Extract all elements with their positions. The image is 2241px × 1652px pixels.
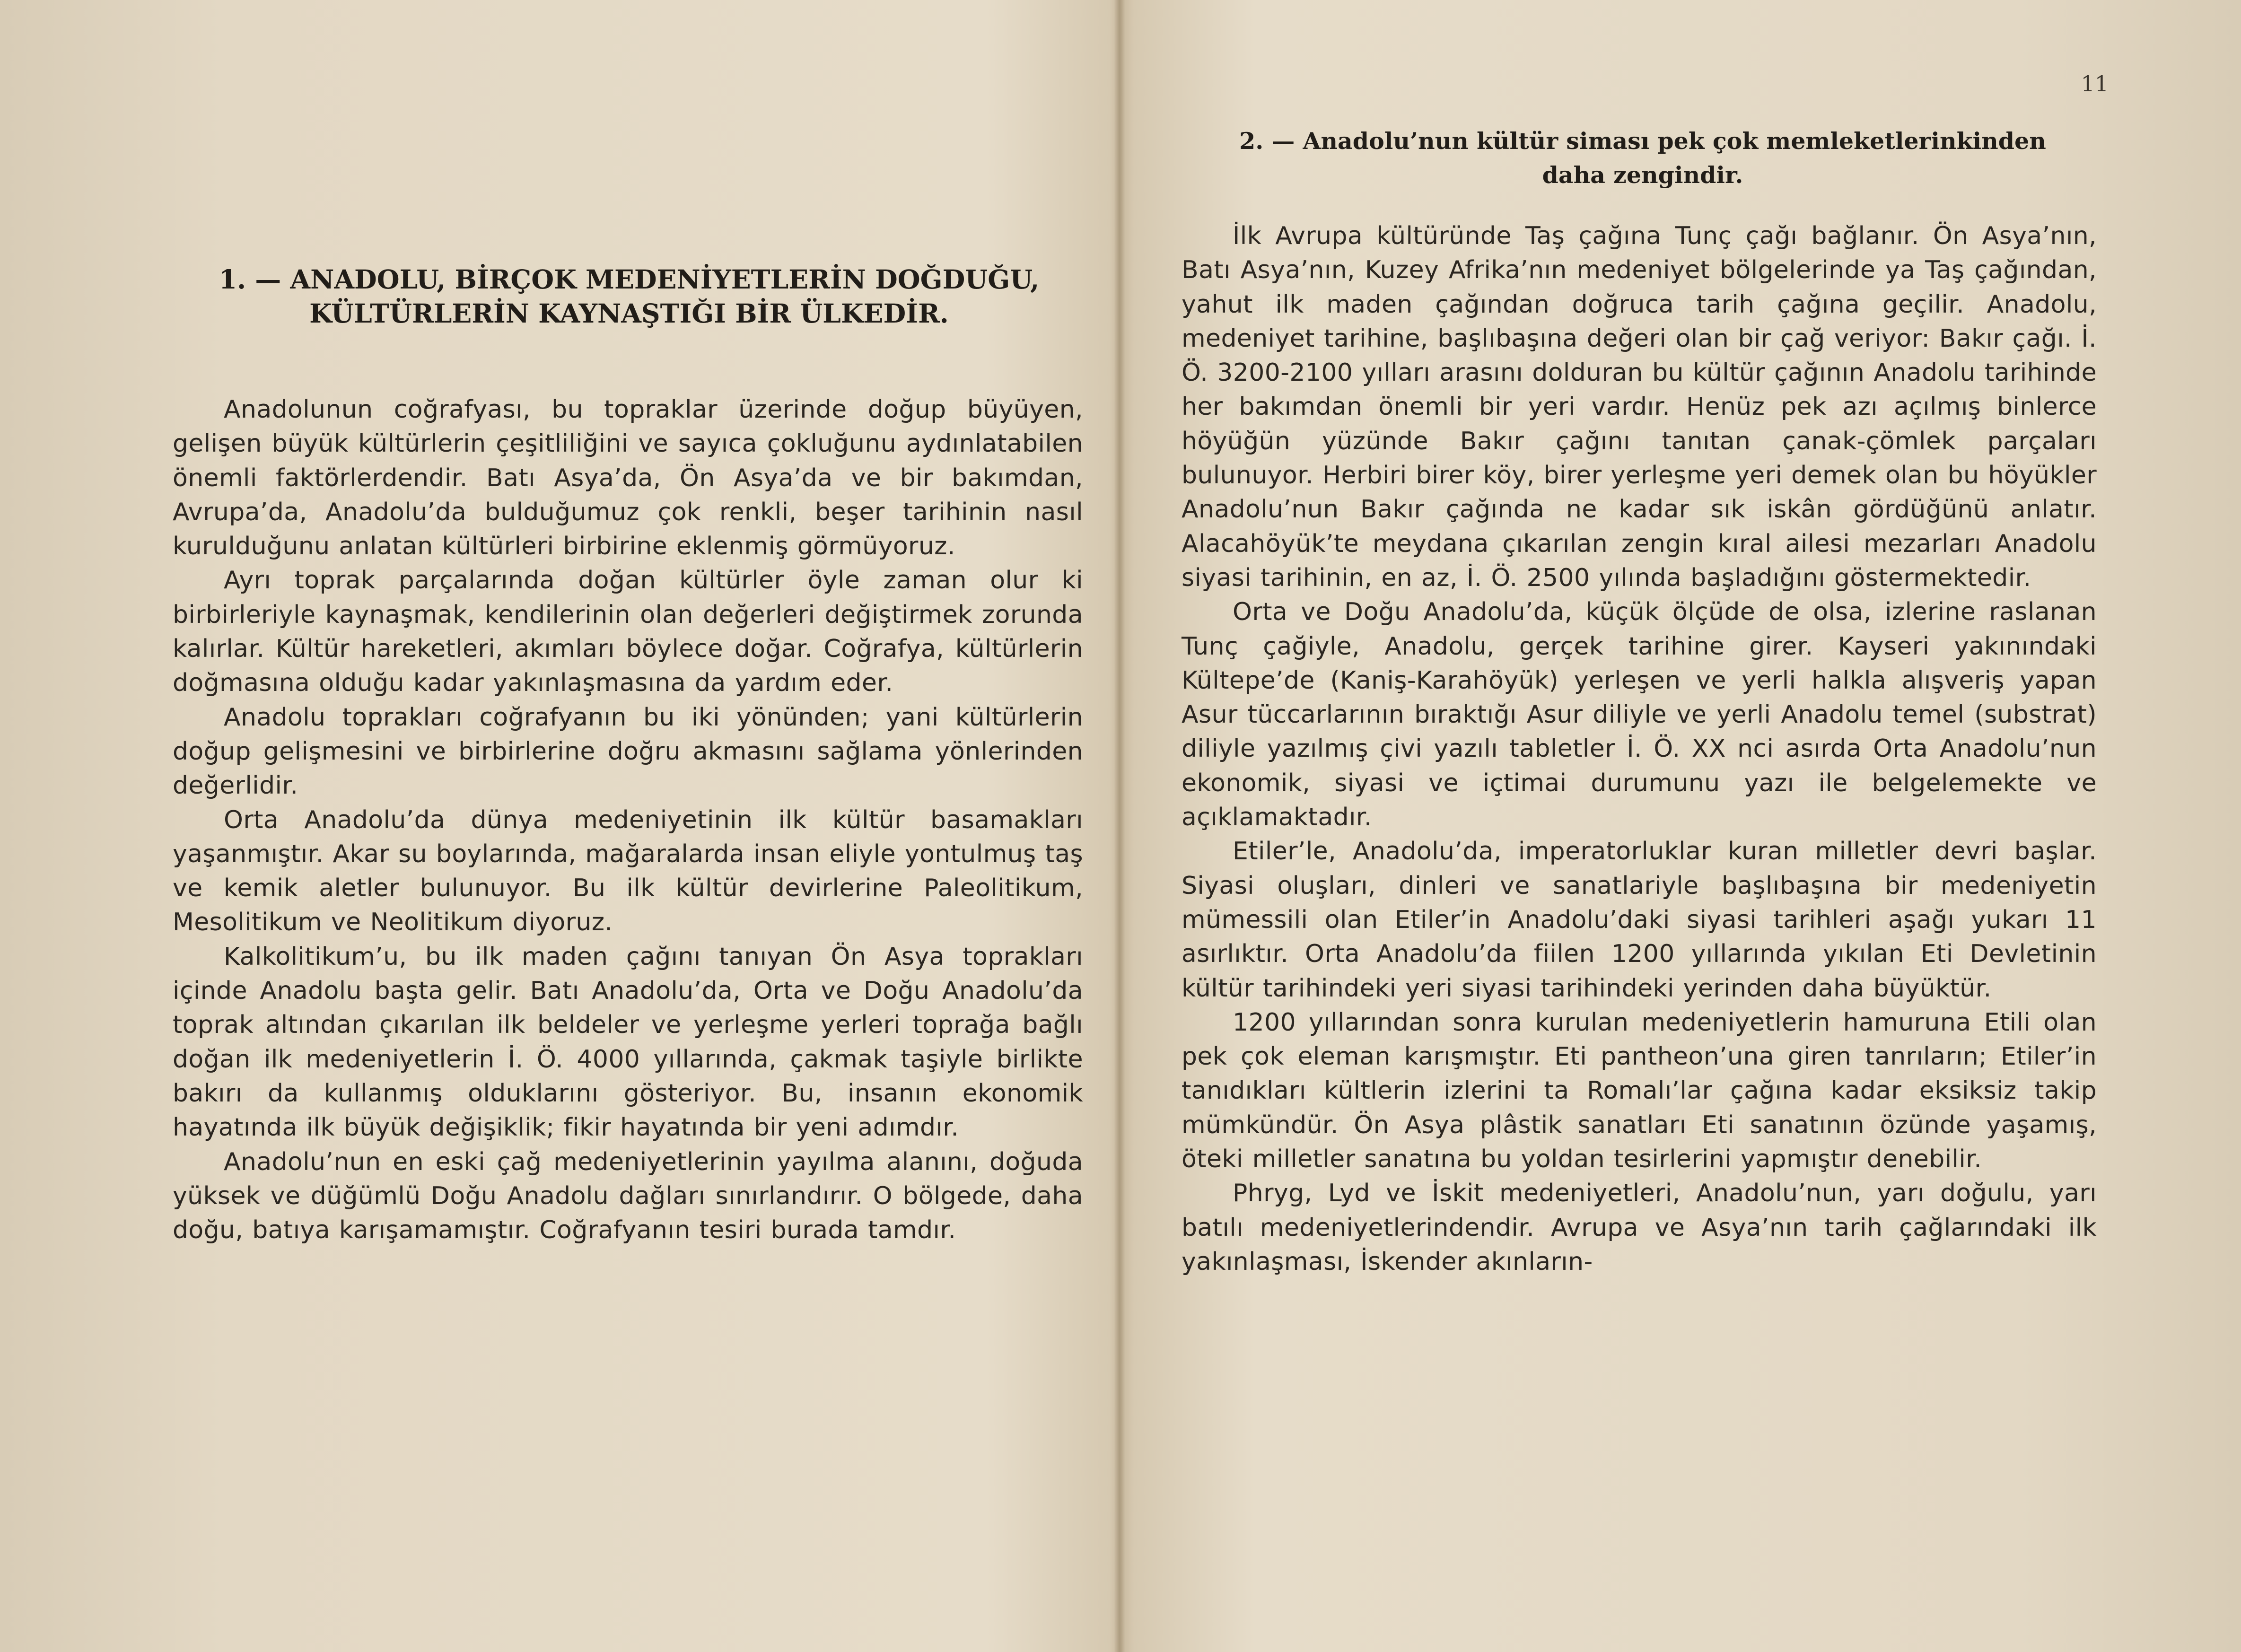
section-heading-2-line-2: daha zengindir.: [1542, 161, 1743, 189]
section-heading-2: [1172, 124, 2113, 192]
section-heading-2-line-1: 2. — Anadolu’nun kültür siması pek çok memleketlerinkinden: [1239, 127, 2046, 155]
page-number: 11: [2081, 71, 2109, 96]
right-page: [1125, 0, 2241, 1652]
left-page-text: [173, 393, 1083, 1247]
paragraph: Anadolu toprakları coğrafyanın bu iki yönünden; yani kültürlerin doğup gelişmesini ve birbirlerine doğru akmasını sağlama yönlerinden değerlidir.: [173, 703, 1083, 800]
right-page-text: [1182, 219, 2097, 1279]
paragraph: Anadolunun coğrafyası, bu topraklar üzerinde doğup büyüyen, gelişen büyük kültürlerin çeşitliliğini ve sayıca çokluğunu aydınlatabilen önemli faktörlerdendir. Batı Asya’da, Ön Asya’da ve bir bakımdan, Avrupa’da, Anadolu’da bulduğumuz çok renkli, beşer tarihinin nasıl kurulduğunu anlatan kültürleri birbirine eklenmiş görmüyoruz.: [173, 395, 1083, 561]
paragraph: Anadolu’nun en eski çağ medeniyetlerinin yayılma alanını, doğuda yüksek ve düğümlü Doğu Anadolu dağları sınırlandırır. O bölgede, daha doğu, batıya karışamamıştır. Coğrafyanın tesiri burada tamdır.: [173, 1147, 1083, 1245]
paragraph: 1200 yıllarından sonra kurulan medeniyetlerin hamuruna Etili olan pek çok eleman karışmıştır. Eti pantheon’una giren tanrıların; Etiler’in tanıdıkları kültlerin izlerini ta Romalı’lar çağına kadar eksiksiz takip mümkündür. Ön Asya plâstik sanatları Eti sanatının özünde yaşamış, öteki milletler sanatına bu yoldan tesirlerini yapmıştır denebilir.: [1182, 1008, 2097, 1174]
paragraph: Phryg, Lyd ve İskit medeniyetleri, Anadolu’nun, yarı doğulu, yarı batılı medeniyetlerindendir. Avrupa ve Asya’nın tarih çağlarındaki ilk yakınlaşması, İskender akınların-: [1182, 1179, 2097, 1276]
paragraph: Kalkolitikum’u, bu ilk maden çağını tanıyan Ön Asya toprakları içinde Anadolu başta gelir. Batı Anadolu’da, Orta ve Doğu Anadolu’da toprak altından çıkarılan ilk beldeler ve yerleşme yerleri toprağa bağlı doğan ilk medeniyetlerin İ. Ö. 4000 yıllarında, çakmak taşiyle birlikte bakırı da kullanmış olduklarını gösteriyor. Bu, insanın ekonomik hayatında ilk büyük değişiklik; fikir hayatında bir yeni adımdır.: [173, 942, 1083, 1142]
paragraph: İlk Avrupa kültüründe Taş çağına Tunç çağı bağlanır. Ön Asya’nın, Batı Asya’nın, Kuzey Afrika’nın medeniyet bölgelerinde ya Taş çağından, yahut ilk maden çağından doğruca tarih çağına geçilir. Anadolu, medeniyet tarihine, başlıbaşına değeri olan bir çağ veriyor: Bakır çağı. İ. Ö. 3200-2100 yılları arasını dolduran bu kültür çağının Anadolu tarihinde her bakımdan önemli bir yeri vardır. Henüz pek azı açılmış binlerce höyüğün yüzünde Bakır çağını tanıtan çanak-çömlek parçaları bulunuyor. Herbiri birer köy, birer yerleşme yeri demek olan bu höyükler Anadolu’nun Bakır çağında ne kadar sık iskân gördüğünü anlatır. Alacahöyük’te meydana çıkarılan zengin kıral ailesi mezarları Anadolu siyasi tarihinin, en az, İ. Ö. 2500 yılında başladığını göstermektedir.: [1182, 222, 2097, 592]
paragraph: Orta ve Doğu Anadolu’da, küçük ölçüde de olsa, izlerine raslanan Tunç çağiyle, Anadolu, gerçek tarihine girer. Kayseri yakınındaki Kültepe’de (Kaniş-Karahöyük) yerleşen ve yerli halkla alışveriş yapan Asur tüccarlarının bıraktığı Asur diliyle ve yerli Anadolu temel (substrat) diliyle yazılmış çivi yazılı tabletler İ. Ö. XX nci asırda Orta Anadolu’nun ekonomik, siyasi ve içtimai durumunu yazı ile belgelemekte ve açıklamaktadır.: [1182, 598, 2097, 832]
paragraph: Ayrı toprak parçalarında doğan kültürler öyle zaman olur ki birbirleriyle kaynaşmak, kendilerinin olan değerleri değiştirmek zorunda kalırlar. Kültür hareketleri, akımları böylece doğar. Coğrafya, kültürlerin doğmasına olduğu kadar yakınlaşmasına da yardım eder.: [173, 566, 1083, 698]
paragraph: Orta Anadolu’da dünya medeniyetinin ilk kültür basamakları yaşanmıştır. Akar su boylarında, mağaralarda insan eliyle yontulmuş taş ve kemik aletler bulunuyor. Bu ilk kültür devirlerine Paleolitikum, Mesolitikum ve Neolitikum diyoruz.: [173, 805, 1083, 937]
section-heading-1: 1. — ANADOLU, BİRÇOK MEDENİYETLERİN DOĞDUĞU, KÜLTÜRLERİN KAYNAŞTIĞI BİR ÜLKEDİR.: [219, 264, 1040, 329]
paragraph: Etiler’le, Anadolu’da, imperatorluklar kuran milletler devri başlar. Siyasi oluşları, dinleri ve sanatlariyle başlıbaşına bir medeniyetin mümessili olan Etiler’in Anadolu’daki siyasi tarihleri aşağı yukarı 11 asırlıktır. Orta Anadolu’da fiilen 1200 yıllarında yıkılan Eti Devletinin kültür tarihindeki yeri siyasi tarihindeki yerinden daha büyüktür.: [1182, 837, 2097, 1003]
left-page: [0, 0, 1116, 1652]
